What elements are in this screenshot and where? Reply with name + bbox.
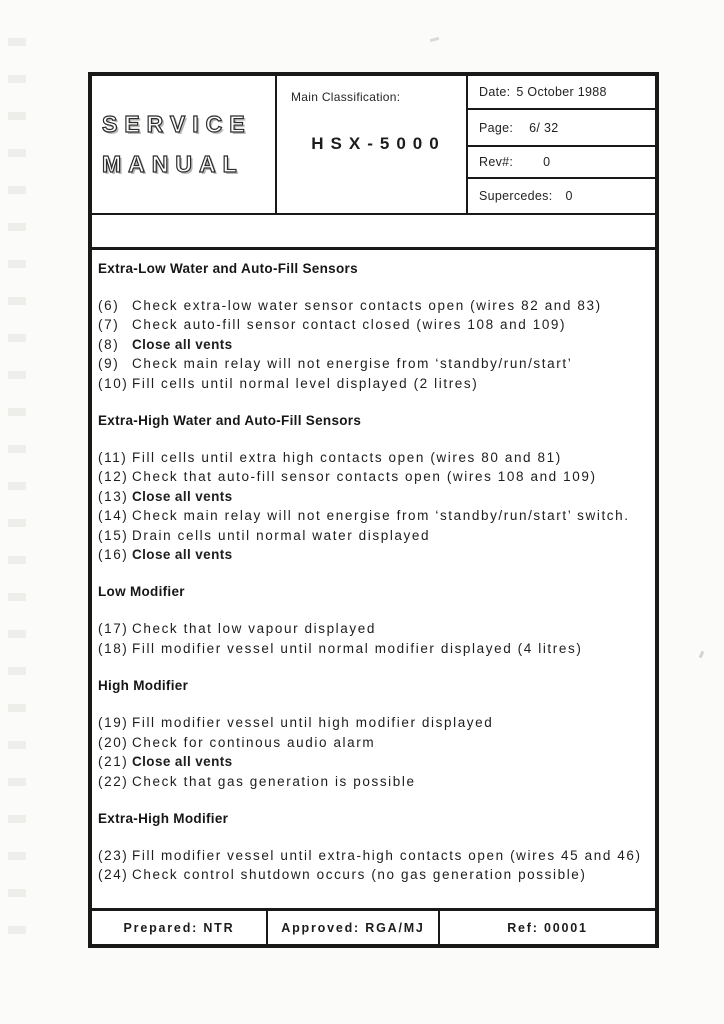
ref-cell: Ref: 00001 — [507, 920, 588, 935]
step-text: Drain cells until normal water displayed — [132, 527, 431, 543]
section-heading: Low Modifier — [98, 584, 185, 600]
meta-label: Page: — [479, 120, 514, 135]
step-text: Fill modifier vessel until high modifier displayed — [132, 715, 494, 731]
procedure-sections — [92, 250, 655, 908]
title-block — [92, 76, 655, 213]
step-text: Check that low vapour displayed — [132, 621, 376, 637]
procedure-step — [98, 865, 649, 884]
step-number: (13) — [98, 488, 129, 504]
step-number: (21) — [98, 754, 129, 770]
meta-value: 5 October 1988 — [516, 85, 607, 99]
procedure-section — [98, 413, 649, 564]
meta-value: 6/ 32 — [529, 120, 559, 135]
section-heading: Extra-High Water and Auto-Fill Sensors — [98, 413, 362, 429]
procedure-step — [98, 713, 649, 732]
prepared-cell: Prepared: NTR — [92, 911, 268, 944]
procedure-step — [98, 772, 649, 791]
procedure-step — [98, 296, 649, 315]
meta-row-page — [468, 110, 655, 147]
step-number: (17) — [98, 621, 129, 637]
scan-binding-artifacts — [8, 38, 26, 938]
procedure-step — [98, 335, 649, 354]
step-number: (23) — [98, 847, 129, 863]
step-text: Check control shutdown occurs (no gas generation possible) — [132, 867, 587, 883]
service-manual-page — [88, 72, 659, 948]
meta-row-rev — [468, 147, 655, 179]
header-spacer-band — [92, 213, 655, 250]
procedure-step — [98, 506, 649, 525]
procedure-step — [98, 467, 649, 486]
approved-cell: Approved: RGA/MJ — [268, 911, 440, 944]
step-number: (22) — [98, 773, 129, 789]
procedure-step — [98, 545, 649, 564]
meta-label: Rev#: — [479, 155, 514, 169]
step-number: (16) — [98, 547, 129, 563]
procedure-section — [98, 811, 649, 885]
step-number: (7) — [98, 317, 120, 333]
step-number: (11) — [98, 450, 128, 466]
procedure-step — [98, 639, 649, 658]
step-text: Check main relay will not energise from ‘standby/run/start’ switch. — [132, 508, 630, 524]
approval-block — [92, 908, 655, 944]
step-number: (24) — [98, 867, 129, 883]
step-number: (14) — [98, 508, 129, 524]
step-text: Close all vents — [132, 336, 233, 352]
procedure-section — [98, 584, 649, 658]
step-text: Fill cells until normal level displayed (2 litres) — [132, 375, 479, 391]
doc-type-line2: MANUAL — [102, 151, 244, 177]
meta-label: Date: — [479, 85, 511, 99]
scan-speck — [699, 651, 705, 659]
procedure-step — [98, 487, 649, 506]
step-number: (15) — [98, 527, 129, 543]
step-number: (20) — [98, 734, 129, 750]
doc-type-cell — [92, 76, 277, 213]
step-text: Fill modifier vessel until extra-high contacts open (wires 45 and 46) — [132, 847, 642, 863]
step-number: (12) — [98, 469, 129, 485]
meta-row-date — [468, 76, 655, 110]
procedure-step — [98, 448, 649, 467]
section-heading: Extra-High Modifier — [98, 810, 229, 826]
procedure-step — [98, 354, 649, 373]
scan-speck — [430, 37, 439, 42]
procedure-step — [98, 752, 649, 771]
meta-cell — [468, 76, 655, 213]
step-text: Check main relay will not energise from ‘standby/run/start’ — [132, 356, 573, 372]
step-text: Fill modifier vessel until normal modifier displayed (4 litres) — [132, 640, 583, 656]
procedure-step — [98, 374, 649, 393]
step-number: (8) — [98, 336, 120, 352]
procedure-step — [98, 315, 649, 334]
step-number: (6) — [98, 298, 120, 313]
step-number: (19) — [98, 715, 129, 731]
procedure-step — [98, 733, 649, 752]
step-number: (9) — [98, 356, 120, 372]
step-number: (10) — [98, 375, 129, 391]
procedure-step — [98, 619, 649, 638]
procedure-step — [98, 526, 649, 545]
step-text: Fill cells until extra high contacts open (wires 80 and 81) — [132, 450, 562, 466]
meta-row-supercedes — [468, 179, 655, 213]
doc-type-line1: SERVICE — [102, 111, 252, 137]
step-text: Check auto-fill sensor contact closed (wires 108 and 109) — [132, 317, 567, 333]
procedure-section — [98, 678, 649, 791]
step-text: Close all vents — [132, 488, 233, 504]
step-text: Check extra-low water sensor contacts open (wires 82 and 83) — [132, 298, 602, 313]
classification-label: Main Classification: — [291, 90, 401, 104]
step-text: Close all vents — [132, 754, 233, 770]
model-number: HSX-5000 — [311, 134, 446, 153]
procedure-section — [98, 261, 649, 393]
step-number: (18) — [98, 640, 129, 656]
meta-value: 0 — [543, 155, 551, 169]
meta-label: Supercedes: — [479, 189, 553, 203]
classification-cell — [277, 76, 468, 213]
procedure-step — [98, 846, 649, 865]
step-text: Check that gas generation is possible — [132, 773, 416, 789]
section-heading: Extra-Low Water and Auto-Fill Sensors — [98, 261, 358, 276]
step-text: Check for continous audio alarm — [132, 734, 376, 750]
step-text: Check that auto-fill sensor contacts open (wires 108 and 109) — [132, 469, 597, 485]
step-text: Close all vents — [132, 547, 233, 563]
meta-value: 0 — [565, 189, 573, 203]
section-heading: High Modifier — [98, 678, 189, 694]
